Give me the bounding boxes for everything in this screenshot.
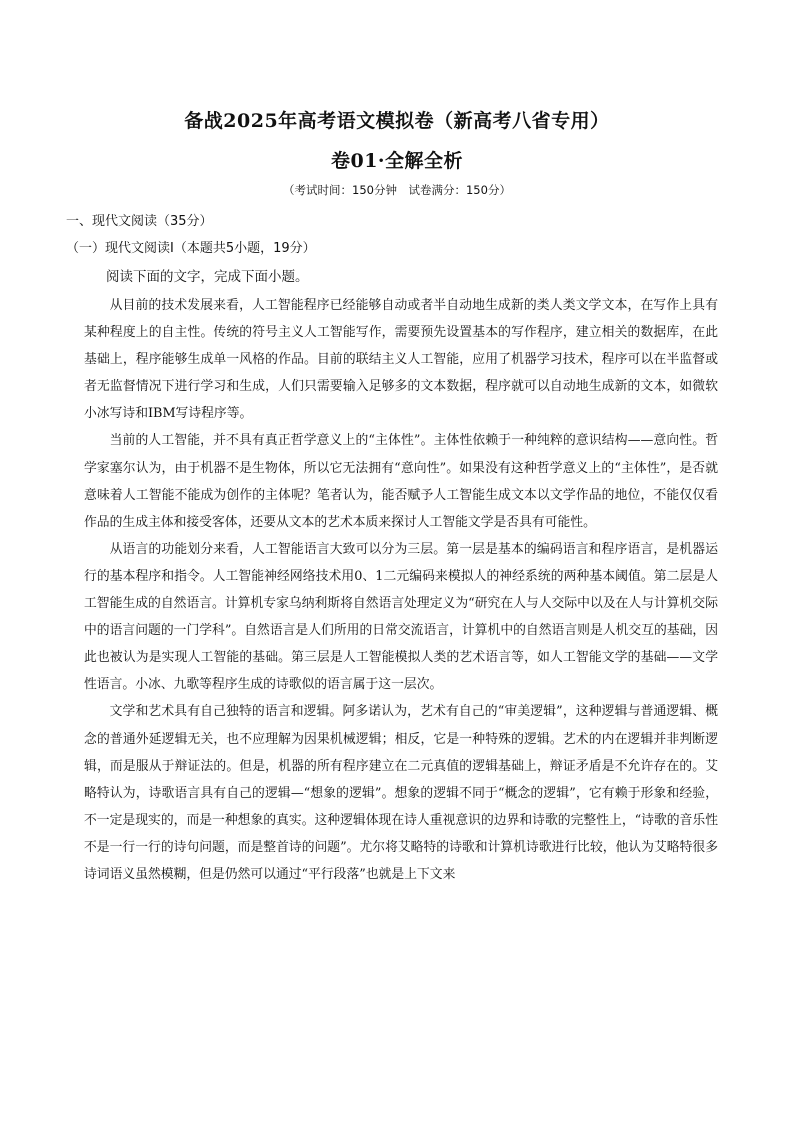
subsection-heading: （一）现代文阅读Ⅰ（本题共5小题，19分） [66,241,316,256]
exam-info: （考试时间：150分钟 试卷满分：150分） [283,183,511,197]
paragraph: 当前的人工智能，并不具有真正哲学意义上的“主体性”。主体性依赖于一种纯粹的意识结构——意向性。哲学家塞尔认为，由于机器不是生物体，所以它无法拥有“意向性”。如果没有这种哲学意义上的“主体性”，是否就意味着人工智能不能成为创作的主体呢？笔者认为，能否赋予人工智能生成文本以文学作品的地位，不能仅仅看作品的生成主体和接受客体，还要从文本的艺术本质来探讨人工智能文学是否具有可能性。 [84,433,718,530]
section-heading: 一、现代文阅读（35分） [66,214,213,229]
paragraph: 从语言的功能划分来看，人工智能语言大致可以分为三层。第一层是基本的编码语言和程序语言，是机器运行的基本程序和指令。人工智能神经网络技术用0、1二元编码来模拟人的神经系统的两种基本阈值。第二层是人工智能生成的自然语言。计算机专家乌纳利斯将自然语言处理定义为“研究在人与人交际中以及在人与计算机交际中的语言问题的一门学科”。自然语言是人们所用的日常交流语言，计算机中的自然语言则是人机交互的基础，因此也被认为是实现人工智能的基础。第三层是人工智能模拟人类的艺术语言等，如人工智能文学的基础——文学性语言。小冰、九歌等程序生成的诗歌似的语言属于这一层次。 [84,541,718,693]
reading-instruction: 阅读下面的文字，完成下面小题。 [106,269,309,285]
document-subtitle: 卷01·全解全析 [330,150,464,172]
document-title: 备战2025年高考语文模拟卷（新高考八省专用） [184,110,610,132]
passage-body [84,292,718,888]
paragraph: 从目前的技术发展来看，人工智能程序已经能够自动或者半自动地生成新的类人类文学文本，在写作上具有某种程度上的自主性。传统的符号主义人工智能写作，需要预先设置基本的写作程序，建立相关的数据库，在此基础上，程序能够生成单一风格的作品。目前的联结主义人工智能，应用了机器学习技术，程序可以在半监督或者无监督情况下进行学习和生成，人们只需要输入足够多的文本数据，程序就可以自动地生成新的文本，如微软小冰写诗和IBM写诗程序等。 [84,298,718,422]
paragraph: 文学和艺术具有自己独特的语言和逻辑。阿多诺认为，艺术有自己的“审美逻辑”，这种逻辑与普通逻辑、概念的普通外延逻辑无关，也不应理解为因果机械逻辑；相反，它是一种特殊的逻辑。艺术的内在逻辑并非判断逻辑，而是服从于辩证法的。但是，机器的所有程序建立在二元真值的逻辑基础上，辩证矛盾是不允许存在的。艾略特认为，诗歌语言具有自己的逻辑—“想象的逻辑”。想象的逻辑不同于“概念的逻辑”，它有赖于形象和经验，不一定是现实的，而是一种想象的真实。这种逻辑体现在诗人重视意识的边界和诗歌的完整性上，“诗歌的音乐性不是一行一行的诗句问题，而是整首诗的问题”。尤尔将艾略特的诗歌和计算机诗歌进行比较，他认为艾略特很多诗词语义虽然模糊，但是仍然可以通过“平行段落”也就是上下文来 [84,704,718,882]
